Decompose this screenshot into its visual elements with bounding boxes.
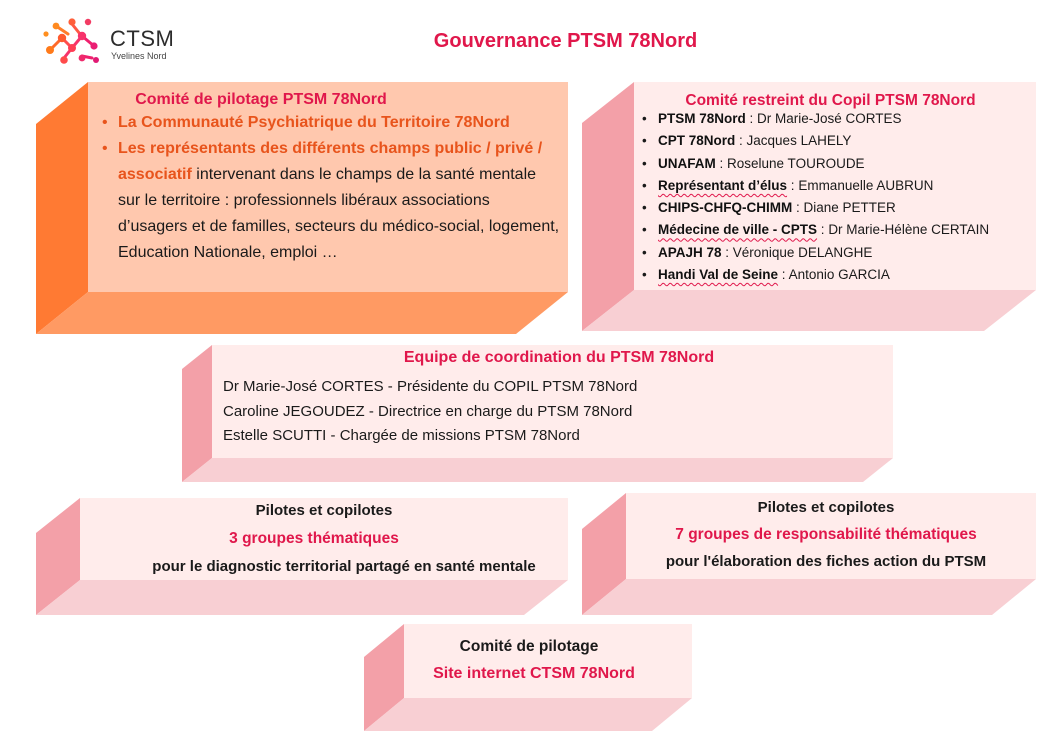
- logo-subtitle: Yvelines Nord: [111, 51, 167, 61]
- coordination-member-role: Directrice en charge du PTSM 78Nord: [378, 402, 633, 420]
- bullet-icon: •: [642, 267, 647, 283]
- pilotes-right-desc: pour l'élaboration des fiches action du PTSM: [665, 553, 987, 570]
- coordination-separator: -: [383, 378, 397, 395]
- pilotes-left-heading: Pilotes et copilotes: [255, 502, 393, 519]
- coordination-member: [223, 400, 637, 425]
- pilotes-left-desc: pour le diagnostic territorial partagé en santé mentale: [152, 558, 536, 575]
- bullet-icon: •: [642, 177, 647, 193]
- copil-item-cpt: [102, 110, 562, 136]
- restreint-member-org: CHIPS-CHFQ-CHIMM: [658, 200, 793, 216]
- coordination-member-name: Dr Marie-José CORTES: [223, 378, 384, 395]
- restreint-member-org: CPT 78Nord: [658, 133, 736, 149]
- restreint-member-sep: :: [715, 155, 728, 171]
- bullet-icon: •: [642, 111, 647, 126]
- restreint-member-name: Roselune TOUROUDE: [727, 155, 865, 171]
- pilotes-left-box: [36, 498, 568, 615]
- pilotes-right-highlight: 7 groupes de responsabilité thématiques: [675, 526, 977, 543]
- site-heading: Comité de pilotage: [459, 638, 599, 655]
- restreint-member: [642, 175, 1032, 197]
- coordination-member-name: Estelle SCUTTI: [223, 427, 327, 444]
- restreint-title: Comité restreint du Copil PTSM 78Nord: [685, 92, 976, 109]
- restreint-member: [642, 264, 1032, 286]
- pilotes-right-heading: Pilotes et copilotes: [757, 499, 895, 516]
- copil-box: [36, 82, 568, 334]
- restreint-member-sep: :: [721, 244, 733, 260]
- coordination-separator: -: [326, 427, 340, 444]
- pilotes-left-highlight: 3 groupes thématiques: [229, 530, 399, 547]
- restreint-member-sep: :: [792, 200, 804, 216]
- restreint-member: [642, 219, 1032, 241]
- restreint-member-sep: :: [817, 222, 829, 238]
- restreint-member-org: APAJH 78: [658, 244, 722, 260]
- bullet-icon: •: [642, 200, 647, 216]
- site-box: [364, 624, 692, 731]
- restreint-member: [642, 197, 1032, 219]
- coordination-member: [223, 424, 637, 449]
- restreint-member-name: Jacques LAHELY: [746, 133, 852, 149]
- restreint-member-org: Représentant d’élus: [658, 177, 788, 193]
- copil-item-representants-bold: Les représentants des différents champs public / privé / associatif: [118, 140, 543, 183]
- page-title: Gouvernance PTSM 78Nord: [433, 30, 698, 52]
- coordination-member: [223, 375, 637, 400]
- restreint-member-sep: :: [735, 133, 747, 149]
- coordination-member-role: Présidente du COPIL PTSM 78Nord: [396, 378, 638, 395]
- restreint-member-sep: :: [787, 177, 799, 193]
- restreint-member: [642, 242, 1032, 264]
- restreint-member-org: Handi Val de Seine: [658, 267, 779, 283]
- logo-name: CTSM: [110, 26, 175, 51]
- coordination-member-name: Caroline JEGOUDEZ: [223, 402, 365, 420]
- restreint-member: [642, 153, 1032, 175]
- restreint-member-name: Véronique DELANGHE: [732, 244, 873, 260]
- restreint-member-sep: :: [745, 111, 758, 126]
- restreint-member-name: Emmanuelle AUBRUN: [798, 177, 934, 193]
- copil-item-cpt-label: La Communauté Psychiatrique du Territoire 78Nord: [118, 114, 510, 131]
- bullet-icon: •: [642, 155, 647, 171]
- coordination-lines: [223, 375, 637, 449]
- copil-item-representants: [102, 136, 562, 266]
- restreint-member-name: Diane PETTER: [803, 200, 896, 216]
- restreint-member-sep: :: [778, 267, 789, 283]
- coordination-box: [182, 345, 893, 482]
- coordination-separator: -: [364, 402, 379, 420]
- bullet-icon: •: [102, 114, 108, 131]
- bullet-icon: •: [642, 222, 647, 238]
- restreint-member-org: UNAFAM: [658, 155, 716, 171]
- pilotes-right-box: [582, 493, 1036, 615]
- restreint-member-org: Médecine de ville - CPTS: [658, 222, 818, 238]
- restreint-member: [642, 130, 1032, 152]
- restreint-member-org: PTSM 78Nord: [658, 111, 746, 126]
- copil-list: [102, 110, 562, 266]
- coordination-title: Equipe de coordination du PTSM 78Nord: [403, 349, 715, 366]
- restreint-box: [582, 82, 1036, 331]
- restreint-member-name: Dr Marie-Hélène CERTAIN: [828, 222, 990, 238]
- site-highlight: Site internet CTSM 78Nord: [433, 665, 635, 682]
- copil-item-representants-rest: intervenant dans le champs de la santé mentale sur le territoire : professionnels libéraux associations d’usagers et de familles, secteurs du médico-social, logement, Education Nationale, emploi …: [118, 166, 560, 261]
- restreint-member: [642, 108, 1032, 130]
- bullet-icon: •: [102, 140, 108, 157]
- restreint-member-name: Antonio GARCIA: [788, 267, 890, 283]
- restreint-member-name: Dr Marie-José CORTES: [757, 111, 902, 126]
- restreint-list: [642, 108, 1032, 286]
- coordination-member-role: Chargée de missions PTSM 78Nord: [339, 427, 580, 444]
- bullet-icon: •: [642, 244, 647, 260]
- copil-title: Comité de pilotage PTSM 78Nord: [135, 91, 387, 108]
- bullet-icon: •: [642, 133, 647, 149]
